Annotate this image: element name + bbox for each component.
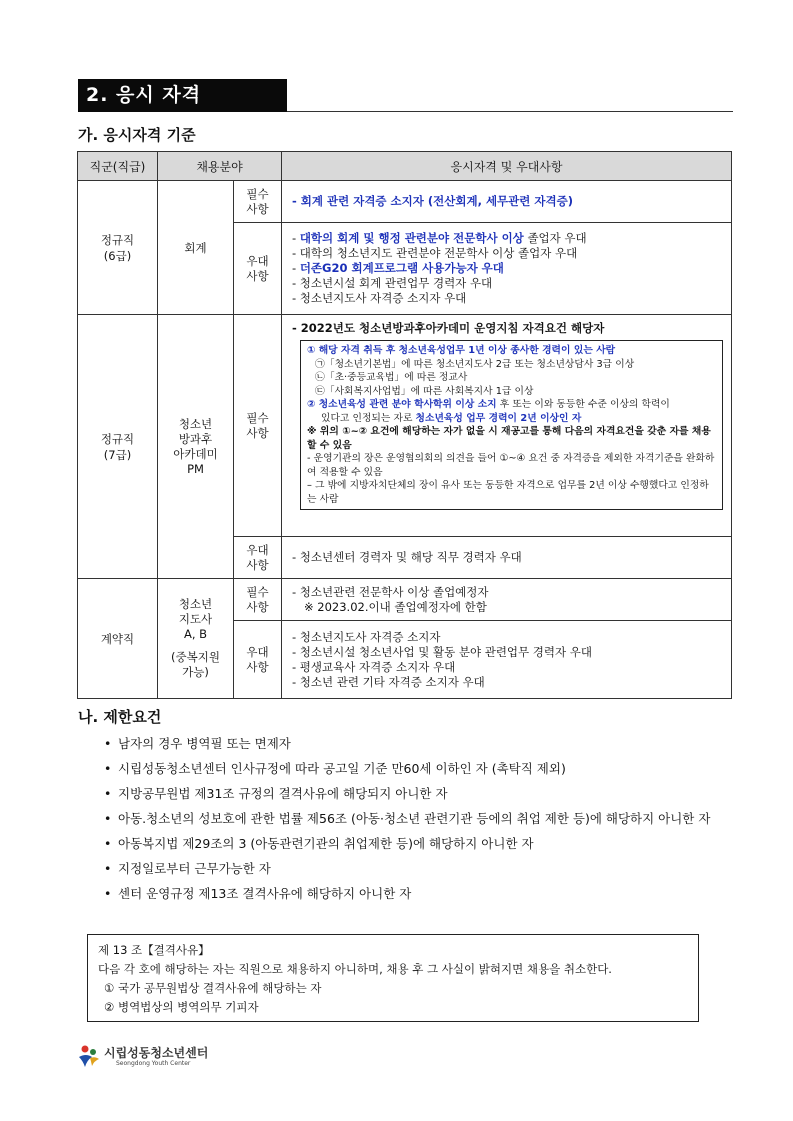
requirement-cell (282, 315, 732, 537)
requirement-note: ※ 2023.02.이내 졸업예정자에 한함 (304, 599, 487, 614)
box-line: – 그 밖에 지방자치단체의 장이 유사 또는 동등한 자격으로 업무를 2년 이상 수행했다고 인정하는 사람 (307, 480, 709, 505)
center-emblem-icon (76, 1043, 102, 1069)
list-item: • 센터 운영규정 제13조 결격사유에 해당하지 아니한 자 (102, 881, 732, 906)
requirement-item: - 청소년관련 전문학사 이상 졸업예정자 (292, 584, 489, 599)
pref-label: 우대 사항 (234, 537, 282, 579)
req-label: 필수 사항 (234, 315, 282, 537)
rule-title: 제 13 조【결격사유】 (98, 943, 210, 957)
logo-text-en: Seongdong Youth Center (116, 1060, 191, 1067)
table-row (78, 181, 732, 223)
requirement-box (300, 340, 723, 510)
restriction-list (102, 731, 732, 906)
preference-item: - 평생교육사 자격증 소지자 우대 (292, 659, 456, 674)
box-line: 있다고 인정되는 자로 청소년육성 업무 경력이 2년 이상인 자 (321, 412, 582, 424)
footer-logo (76, 1043, 209, 1073)
list-item: • 시립성동청소년센터 인사규정에 따라 공고일 기준 만60세 이하인 자 (촉탁직 제외) (102, 756, 732, 781)
preference-list (282, 621, 732, 699)
preference-item: - 대학의 회계 및 행정 관련분야 전문학사 이상 졸업자 우대 (292, 231, 587, 245)
field-cell: 회계 (158, 181, 234, 315)
preference-item: - 대학의 청소년지도 관련분야 전문학사 이상 졸업자 우대 (292, 246, 578, 260)
preference-item: - 청소년지도사 자격증 소지자 우대 (292, 291, 467, 305)
list-item: • 지정일로부터 근무가능한 자 (102, 856, 732, 881)
header-qualification: 응시자격 및 우대사항 (282, 152, 732, 181)
section-underline (287, 111, 733, 112)
box-line: ㉠「청소년기본법」에 따른 청소년지도사 2급 또는 청소년상담사 3급 이상 (315, 358, 635, 370)
field-cell: 청소년 방과후 아카데미 PM (158, 315, 234, 579)
requirement-list (282, 579, 732, 621)
logo-text-ko: 시립성동청소년센터 (104, 1046, 209, 1060)
rule-box (87, 934, 699, 1022)
box-line: ㉢「사회복지사업법」에 따른 사회복지사 1급 이상 (315, 385, 534, 397)
list-item: • 지방공무원법 제31조 규정의 결격사유에 해당되지 아니한 자 (102, 781, 732, 806)
box-line: ㉡「초·중등교육법」에 따른 정교사 (315, 372, 468, 383)
header-field: 채용분야 (158, 152, 282, 181)
grade-cell: 계약직 (78, 579, 158, 699)
req-label: 필수 사항 (234, 181, 282, 223)
rule-item: ① 국가 공무원법상 결격사유에 해당하는 자 (104, 981, 322, 995)
subsection-title-criteria: 가. 응시자격 기준 (78, 126, 196, 144)
preference-item: - 더존G20 회계프로그램 사용가능자 우대 (292, 261, 504, 275)
header-grade: 직군(직급) (78, 152, 158, 181)
preference-item: - 청소년시설 회계 관련업무 경력자 우대 (292, 276, 493, 290)
pref-label: 우대 사항 (234, 223, 282, 315)
list-item: • 아동.청소년의 성보호에 관한 법률 제56조 (아동·청소년 관련기관 등에의 취업 제한 등)에 해당하지 아니한 자 (102, 806, 732, 831)
requirement-text: - 회계 관련 자격증 소지자 (전산회계, 세무관련 자격증) (282, 181, 732, 223)
field-name: 청소년 지도사 A, B (178, 597, 213, 641)
grade-cell: 정규직 (6급) (78, 181, 158, 315)
list-item: • 남자의 경우 병역필 또는 면제자 (102, 731, 732, 756)
qualification-table (77, 151, 732, 699)
field-cell (158, 579, 234, 699)
section-title: 2. 응시 자격 (78, 79, 287, 112)
table-row (78, 579, 732, 621)
box-line: ※ 위의 ①~② 요건에 해당하는 자가 없을 시 재공고를 통해 다음의 자격요건을 갖춘 자를 채용할 수 있음 (307, 426, 711, 451)
requirement-title: - 2022년도 청소년방과후아카데미 운영지침 자격요건 해당자 (292, 321, 605, 335)
box-line: ① 해당 자격 취득 후 청소년육성업무 1년 이상 종사한 경력이 있는 사람 (307, 345, 616, 356)
list-item: • 아동복지법 제29조의 3 (아동관련기관의 취업제한 등)에 해당하지 아니한 자 (102, 831, 732, 856)
field-note: (중복지원 가능) (171, 650, 220, 679)
pref-label: 우대 사항 (234, 621, 282, 699)
rule-body: 다음 각 호에 해당하는 자는 직원으로 채용하지 아니하며, 채용 후 그 사실이 밝혀지면 채용을 취소한다. (98, 962, 612, 976)
table-row (78, 315, 732, 537)
preference-item: - 청소년시설 청소년사업 및 활동 분야 관련업무 경력자 우대 (292, 644, 593, 659)
rule-item: ② 병역법상의 병역의무 기피자 (104, 1000, 259, 1014)
preference-text: - 청소년센터 경력자 및 해당 직무 경력자 우대 (282, 537, 732, 579)
box-line: - 운영기관의 장은 운영협의회의 의견을 들어 ①~④ 요건 중 자격증을 제외한 자격기준을 완화하여 적용할 수 있음 (307, 453, 715, 478)
grade-cell: 정규직 (7급) (78, 315, 158, 579)
preference-item: - 청소년 관련 기타 자격증 소지자 우대 (292, 674, 485, 689)
box-line: ② 청소년육성 관련 분야 학사학위 이상 소지 후 또는 이와 동등한 수준 이상의 학력이 (307, 399, 670, 410)
subsection-title-restrictions: 나. 제한요건 (78, 708, 162, 726)
req-label: 필수 사항 (234, 579, 282, 621)
preference-item: - 청소년지도사 자격증 소지자 (292, 629, 441, 644)
preference-list (282, 223, 732, 315)
table-header-row (78, 152, 732, 181)
